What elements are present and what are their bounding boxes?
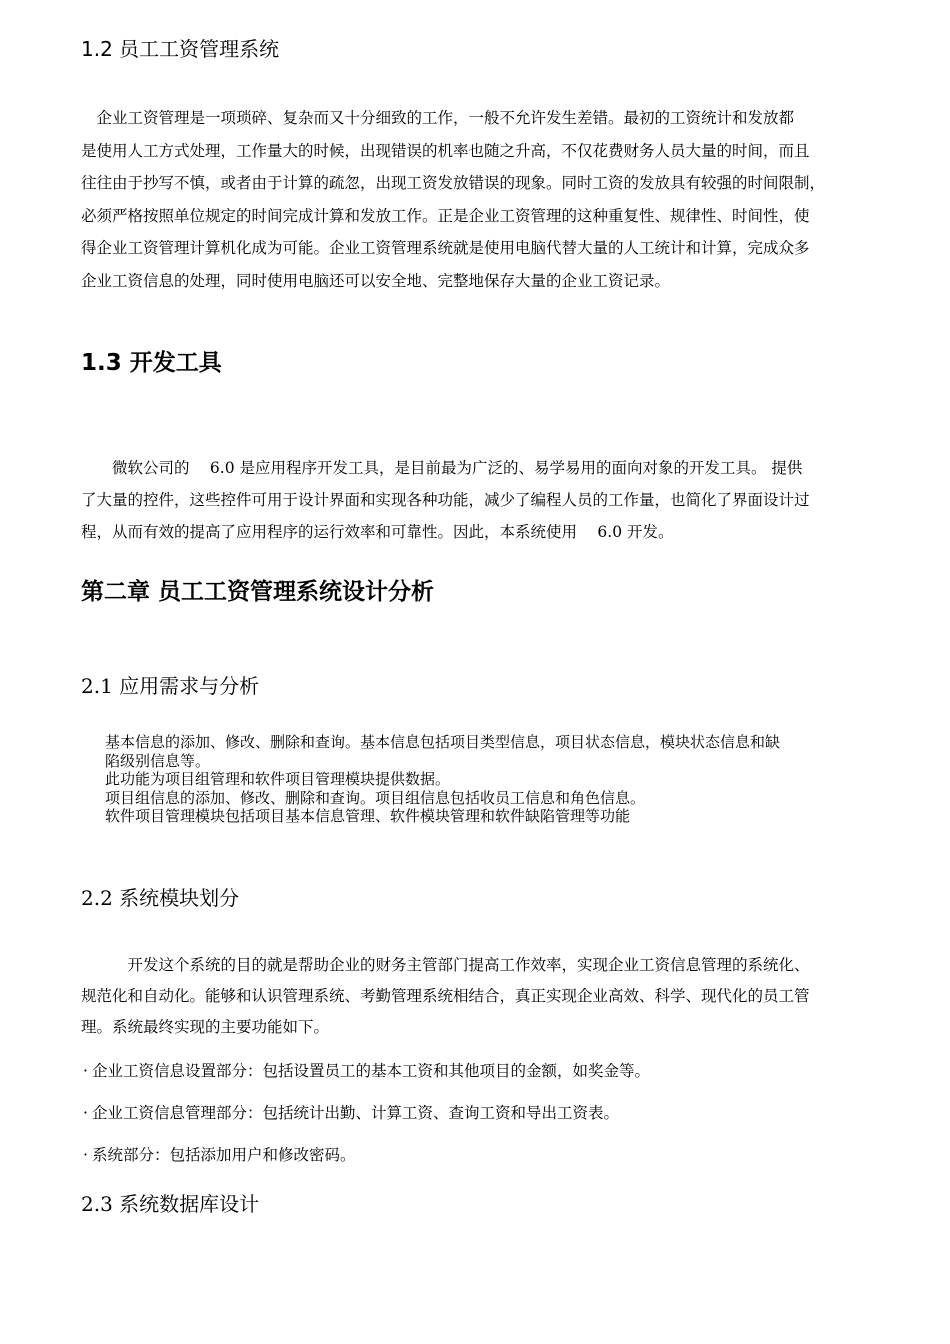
section-heading-1-3: 1.3 开发工具: [81, 350, 222, 376]
section-2-1-content: [105, 733, 885, 826]
bullet-item: [83, 1059, 650, 1081]
bullet-text: 企业工资信息设置部分：包括设置员工的基本工资和其他项目的金额，如奖金等。: [91, 1062, 650, 1080]
section-2-2-paragraph: [81, 950, 881, 1043]
paragraph-line: 规范化和自动化。能够和认识管理系统、考勤管理系统相结合，真正实现企业高效、科学、现代化的员工管: [81, 987, 810, 1005]
section-1-3-paragraph: [81, 452, 881, 548]
section-heading-2-2: 2.2 系统模块划分: [81, 886, 240, 910]
section-heading-2-3: 2.3 系统数据库设计: [81, 1192, 260, 1216]
section-heading-1-2: 1.2 员工工资管理系统: [81, 37, 280, 61]
bullet-dot-icon: ·: [83, 1104, 88, 1122]
content-line: 项目组信息的添加、修改、删除和查询。项目组信息包括收员工信息和角色信息。: [105, 788, 646, 807]
bullet-text: 系统部分：包括添加用户和修改密码。: [91, 1146, 356, 1164]
paragraph-line: 微软公司的 6.0 是应用程序开发工具，是目前最为广泛的、易学易用的面向对象的开发工具。 提供: [81, 459, 803, 477]
chapter-2-heading: 第二章 员工工资管理系统设计分析: [81, 579, 435, 605]
bullet-dot-icon: ·: [83, 1062, 88, 1080]
paragraph-line: 开发这个系统的目的就是帮助企业的财务主管部门提高工作效率，实现企业工资信息管理的系统化、: [81, 956, 810, 974]
paragraph-line: 企业工资信息的处理，同时使用电脑还可以安全地、完整地保存大量的企业工资记录。: [81, 271, 671, 290]
content-line: 此功能为项目组管理和软件项目管理模块提供数据。: [105, 770, 451, 788]
paragraph-line: 往往由于抄写不慎，或者由于计算的疏忽，出现工资发放错误的现象。同时工资的发放具有较强的时间限制，: [81, 174, 826, 192]
section-1-2-paragraph: [81, 102, 881, 297]
paragraph-line: 程，从而有效的提高了应用程序的运行效率和可靠性。因此，本系统使用 6.0 开发。: [81, 523, 674, 541]
paragraph-line: 了大量的控件，这些控件可用于设计界面和实现各种功能，减少了编程人员的工作量，也简化了界面设计过: [81, 491, 810, 509]
content-line: 基本信息的添加、修改、删除和查询。基本信息包括项目类型信息，项目状态信息，模块状态信息和缺: [105, 733, 781, 751]
paragraph-line: 得企业工资管理计算机化成为可能。企业工资管理系统就是使用电脑代替大量的人工统计和计算，完成众多: [81, 239, 810, 257]
paragraph-line: 是使用人工方式处理，工作量大的时候，出现错误的机率也随之升高，不仅花费财务人员大量的时间，而且: [81, 141, 810, 160]
content-line: 陷级别信息等。: [105, 751, 211, 770]
bullet-item: [83, 1101, 619, 1123]
paragraph-line: 理。系统最终实现的主要功能如下。: [81, 1018, 330, 1036]
paragraph-line: 企业工资管理是一项琐碎、复杂而又十分细致的工作，一般不允许发生差错。最初的工资统计和发放都: [81, 109, 795, 127]
section-heading-2-1: 2.1 应用需求与分析: [81, 674, 260, 698]
paragraph-line: 必须严格按照单位规定的时间完成计算和发放工作。正是企业工资管理的这种重复性、规律性、时间性，使: [81, 206, 810, 225]
bullet-item: [83, 1143, 355, 1165]
bullet-dot-icon: ·: [83, 1146, 88, 1164]
bullet-text: 企业工资信息管理部分：包括统计出勤、计算工资、查询工资和导出工资表。: [91, 1104, 619, 1122]
content-line: 软件项目管理模块包括项目基本信息管理、软件模块管理和软件缺陷管理等功能: [105, 807, 631, 825]
